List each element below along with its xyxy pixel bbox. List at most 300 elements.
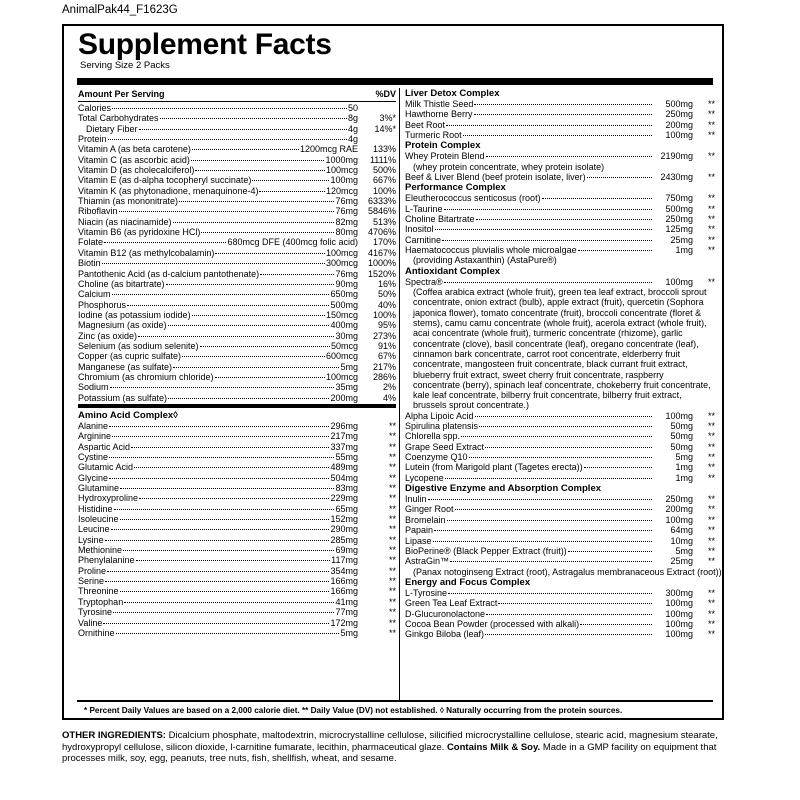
list-item [78, 421, 396, 431]
list-item [78, 258, 396, 268]
item-amount: 166mg [330, 576, 358, 587]
item-name: Ornithine [78, 627, 115, 638]
item-amount: 82mg [335, 216, 358, 227]
list-item [405, 411, 715, 421]
list-item [405, 235, 715, 245]
item-name: Vitamin B6 (as pyridoxine HCl) [78, 227, 201, 238]
item-name: Chlorella spp. [405, 431, 461, 442]
item-dv: ** [388, 607, 396, 618]
list-item [78, 269, 396, 279]
item-dv: 1520% [367, 268, 396, 279]
item-dv: ** [707, 172, 715, 183]
item-amount: 5mg [675, 452, 693, 463]
item-dv: 4706% [367, 227, 396, 238]
item-name: Chromium (as chromium chloride) [78, 371, 214, 382]
item-amount: 65mg [335, 503, 358, 514]
item-dv: 217% [372, 361, 396, 372]
list-item [405, 462, 715, 472]
item-amount: 125mg [665, 224, 693, 235]
item-name: Zinc (as oxide) [78, 330, 138, 341]
item-dv: 4167% [367, 247, 396, 258]
item-dv: ** [707, 109, 715, 120]
item-dv: ** [388, 514, 396, 525]
list-item [405, 494, 715, 504]
item-dv: 500% [372, 165, 396, 176]
item-dv: ** [707, 119, 715, 130]
item-amount: 30mg [335, 330, 358, 341]
footnote: * Percent Daily Values are based on a 2,000 calorie diet. ** Daily Value (DV) not established. ◊ Naturally occurring from the protein sources. [84, 706, 623, 715]
list-item [405, 245, 715, 255]
item-amount: 100mg [665, 618, 693, 629]
item-amount: 50mcg [330, 340, 358, 351]
item-amount: 76mg [335, 268, 358, 279]
item-name: Manganese (as sulfate) [78, 361, 173, 372]
item-amount: 680mcg DFE (400mcg folic acid) [227, 237, 358, 248]
item-name: Choline Bitartrate [405, 214, 475, 225]
item-amount: 83mg [335, 483, 358, 494]
list-item [78, 618, 396, 628]
performance-list [405, 193, 715, 255]
item-dv: ** [707, 452, 715, 463]
item-name: Beef & Liver Blend (beef protein isolate, liver) [405, 172, 586, 183]
item-dv: ** [707, 99, 715, 109]
list-item [78, 382, 396, 392]
item-name: Sodium [78, 382, 109, 393]
item-amount: 4g [347, 134, 358, 145]
item-name: Turmeric Root [405, 130, 462, 141]
item-dv: ** [707, 629, 715, 640]
list-item [405, 556, 715, 566]
list-item [78, 186, 396, 196]
list-item [78, 362, 396, 372]
item-amount: 229mg [330, 493, 358, 504]
other-ingredients [62, 730, 732, 765]
dv-label: %DV [375, 89, 396, 99]
item-amount: 100mg [665, 276, 693, 287]
list-item [405, 172, 715, 182]
top-rule [77, 78, 713, 85]
list-item [78, 473, 396, 483]
item-dv: 273% [372, 330, 396, 341]
item-amount: 100mg [665, 130, 693, 141]
item-name: Spirulina platensis [405, 421, 479, 432]
list-item [78, 206, 396, 216]
list-item [78, 514, 396, 524]
item-amount: 1mg [675, 245, 693, 256]
list-item [78, 227, 396, 237]
item-dv: 95% [377, 320, 396, 331]
list-item [78, 493, 396, 503]
list-item [405, 130, 715, 140]
item-amount: 100mg [665, 598, 693, 609]
item-dv: ** [707, 556, 715, 567]
item-name: Proline [78, 565, 107, 576]
antioxidant-list [405, 411, 715, 483]
item-amount: 217mg [330, 431, 358, 442]
item-amount: 300mg [665, 587, 693, 598]
item-amount: 100mcg [325, 371, 358, 382]
item-amount: 250mg [665, 494, 693, 505]
item-amount: 200mg [330, 392, 358, 403]
list-item [78, 351, 396, 361]
item-amount: 25mg [670, 556, 693, 567]
list-item [78, 331, 396, 341]
item-name: Potassium (as sulfate) [78, 392, 168, 403]
list-item [78, 545, 396, 555]
item-amount: 5mg [340, 627, 358, 638]
list-item [405, 525, 715, 535]
item-name: Coenzyme Q10 [405, 452, 468, 463]
item-dv: 16% [377, 278, 396, 289]
item-dv: ** [388, 565, 396, 576]
item-amount: 5mg [340, 361, 358, 372]
item-amount: 150mcg [325, 309, 358, 320]
list-item [405, 151, 715, 161]
list-item [405, 431, 715, 441]
item-amount: 250mg [665, 109, 693, 120]
item-amount: 2430mg [660, 172, 693, 183]
item-name: Vitamin A (as beta carotene) [78, 144, 191, 155]
item-amount: 1mg [675, 462, 693, 473]
list-item [78, 248, 396, 258]
item-amount: 35mg [335, 382, 358, 393]
list-item [78, 431, 396, 441]
item-name: Vitamin B12 (as methylcobalamin) [78, 247, 215, 258]
item-amount: 300mcg [325, 258, 358, 269]
list-item [405, 546, 715, 556]
supplement-facts-panel [62, 24, 724, 720]
item-dv: ** [707, 535, 715, 546]
other-ingredients-label: OTHER INGREDIENTS: [62, 730, 166, 741]
item-name: Histidine [78, 503, 113, 514]
item-name: D-Glucuronolactone [405, 608, 486, 619]
item-dv: ** [388, 627, 396, 638]
item-dv: ** [388, 586, 396, 597]
item-subtext: (Panax notoginseng Extract (root), Astragalus membranaceous Extract (root)) [413, 566, 722, 577]
item-name: Selenium (as sodium selenite) [78, 340, 199, 351]
item-amount: 100mg [330, 175, 358, 186]
item-name: Glycine [78, 472, 109, 483]
item-dv: ** [707, 130, 715, 141]
divider [78, 404, 396, 408]
energy-section-title: Energy and Focus Complex [405, 576, 531, 588]
digestive-list [405, 494, 715, 566]
item-name: Vitamin C (as ascorbic acid) [78, 154, 190, 165]
item-dv: ** [707, 472, 715, 483]
item-dv: 170% [372, 237, 396, 248]
item-amount: 250mg [665, 214, 693, 225]
item-name: Leucine [78, 524, 110, 535]
item-name: Aspartic Acid [78, 441, 131, 452]
item-amount: 1000mg [325, 154, 358, 165]
list-item [78, 134, 396, 144]
item-dv: ** [707, 224, 715, 235]
item-amount: 285mg [330, 534, 358, 545]
item-amount: 25mg [670, 234, 693, 245]
item-amount: 290mg [330, 524, 358, 535]
list-item [405, 224, 715, 234]
item-name: Whey Protein Blend [405, 151, 485, 162]
item-dv: ** [707, 245, 715, 256]
item-dv: ** [388, 555, 396, 566]
list-item [78, 535, 396, 545]
item-dv: ** [707, 203, 715, 214]
item-name: Biotin [78, 258, 101, 269]
item-amount: 90mg [335, 278, 358, 289]
item-name: Inulin [405, 494, 427, 505]
item-dv: ** [707, 214, 715, 225]
item-name: Methionine [78, 545, 123, 556]
item-amount: 489mg [330, 462, 358, 473]
item-amount: 100mg [665, 608, 693, 619]
bottom-rule [77, 700, 713, 702]
other-ingredients-text: Dicalcium phosphate, maltodextrin, microcrystalline cellulose, silicified microcrystalline cellulose, stearic acid, magnesium stearate, hydroxypropyl cellulose, silicon dioxide, l-carnitine fumarate, lecithin, pharmaceutical glaze. [62, 730, 718, 753]
list-item [405, 214, 715, 224]
item-amount: 76mg [335, 196, 358, 207]
divider [78, 101, 396, 102]
liver-section-title: Liver Detox Complex [405, 88, 500, 99]
amino-section-title: Amino Acid Complex◊ [78, 409, 178, 421]
item-name: Serine [78, 576, 105, 587]
item-amount: 8g [347, 113, 358, 124]
item-name: Threonine [78, 586, 119, 597]
antioxidant-section-title: Antioxidant Complex [405, 265, 501, 277]
item-name: Lycopene [405, 472, 444, 483]
item-name: Protein [78, 134, 107, 145]
list-item [78, 113, 396, 123]
liver-list [405, 99, 715, 140]
item-dv: ** [707, 441, 715, 452]
item-amount: 64mg [670, 525, 693, 536]
item-dv: ** [388, 596, 396, 607]
item-name: Inositol [405, 224, 434, 235]
item-dv: ** [388, 420, 396, 431]
item-name: Phenylalanine [78, 555, 135, 566]
list-item [78, 341, 396, 351]
item-dv: ** [707, 525, 715, 536]
item-dv: 100% [372, 309, 396, 320]
amino-list [78, 421, 396, 638]
item-name: L-Taurine [405, 203, 443, 214]
left-column [78, 88, 396, 638]
item-dv: ** [707, 504, 715, 515]
item-name: Alpha Lipoic Acid [405, 410, 474, 421]
item-name: Lipase [405, 535, 432, 546]
list-item [405, 452, 715, 462]
item-dv: 133% [372, 144, 396, 155]
item-dv: ** [707, 494, 715, 505]
item-name: Glutamic Acid [78, 462, 134, 473]
item-dv: ** [707, 421, 715, 432]
item-amount: 120mcg [325, 185, 358, 196]
right-column [405, 88, 722, 640]
item-amount: 77mg [335, 607, 358, 618]
item-dv: 3%* [379, 113, 396, 124]
item-name: Spectra® [405, 276, 443, 287]
item-name: Total Carbohydrates [78, 113, 159, 124]
list-item [78, 452, 396, 462]
list-item [78, 217, 396, 227]
item-dv: 67% [377, 351, 396, 362]
list-item [405, 609, 715, 619]
item-amount: 100mg [665, 629, 693, 640]
item-dv: 40% [377, 299, 396, 310]
list-item [405, 588, 715, 598]
item-amount: 50mg [670, 421, 693, 432]
item-dv: ** [388, 503, 396, 514]
item-dv: 1000% [367, 258, 396, 269]
item-name: Tryptophan [78, 596, 124, 607]
item-dv: 100% [372, 185, 396, 196]
list-item [405, 442, 715, 452]
item-amount: 10mg [670, 535, 693, 546]
item-name: Ginkgo Biloba (leaf) [405, 629, 485, 640]
item-name: Folate [78, 237, 104, 248]
list-item [405, 421, 715, 431]
item-name: Magnesium (as oxide) [78, 320, 167, 331]
item-name: Cystine [78, 452, 109, 462]
list-item [405, 193, 715, 203]
item-dv: ** [707, 234, 715, 245]
item-name: L-Tyrosine [405, 587, 448, 598]
vitamin-list [78, 103, 396, 403]
item-dv: 5846% [367, 206, 396, 217]
item-amount: 1mg [675, 472, 693, 483]
list-item [405, 473, 715, 483]
list-item [78, 175, 396, 185]
item-name: Isoleucine [78, 514, 119, 525]
list-item [78, 576, 396, 586]
serving-size: Serving Size 2 Packs [80, 60, 170, 71]
allergen-statement: Contains Milk & Soy. [446, 741, 541, 753]
item-name: Pantothenic Acid (as d-calcium pantothenate) [78, 268, 260, 279]
list-item [78, 196, 396, 206]
list-item [78, 462, 396, 472]
list-item [405, 99, 715, 109]
item-dv: ** [707, 618, 715, 629]
item-name: Arginine [78, 431, 112, 442]
item-dv: ** [707, 431, 715, 442]
item-amount: 600mcg [325, 351, 358, 362]
performance-section-title: Performance Complex [405, 182, 506, 194]
item-dv: ** [388, 452, 396, 462]
item-name: Lysine [78, 534, 104, 545]
item-dv: ** [707, 608, 715, 619]
item-name: Tyrosine [78, 607, 113, 618]
list-item [405, 204, 715, 214]
item-name: Bromelain [405, 514, 446, 525]
item-dv: 513% [372, 216, 396, 227]
item-dv: ** [388, 472, 396, 483]
item-name: Copper (as cupric sulfate) [78, 351, 182, 362]
list-item [405, 515, 715, 525]
list-item [405, 277, 715, 287]
list-item [78, 597, 396, 607]
item-amount: 117mg [331, 555, 358, 566]
spectra-description: (Coffea arabica extract (whole fruit), green tea leaf extract, broccoli sprout concentrate, onion extract (bulb), apple extract (fruit), quercetin (Sophora japonica flower), tomato concentrate (fruit), broccoli concentrate (floret & stems), camu camu concentrate (whole fruit), acerola extract (whole fruit), acai concentrate (whole fruit), turmeric concentrate (rhizome), garlic concentrate (clove), basil concentrate (leaf), oregano concentrate (leaf), cinnamon bark concentrate, carrot root concentrate, elderberry fruit concentrate, mangosteen fruit concentrate, black currant fruit extract, blueberry fruit extract, sweet cherry fruit concentrate, raspberry concentrate (berry), spinach leaf concentrate, chokeberry fruit concentrate, kale leaf concentrate, bilberry fruit concentrate, bilberry fruit extract, brussels sprout concentrate.) [413, 287, 711, 411]
item-name: Carnitine [405, 234, 442, 245]
item-dv: ** [388, 441, 396, 452]
list-item [405, 629, 715, 639]
item-amount: 4g [347, 123, 358, 134]
list-item [78, 566, 396, 576]
item-dv: ** [707, 462, 715, 473]
item-name: Niacin (as niacinamide) [78, 216, 172, 227]
item-dv: ** [707, 151, 715, 162]
item-name: Papain [405, 525, 434, 536]
item-amount: 80mg [335, 227, 358, 238]
list-item [405, 109, 715, 119]
item-name: Vitamin E (as d-alpha tocopheryl succinate) [78, 175, 252, 186]
list-item [78, 586, 396, 596]
item-dv: 286% [372, 371, 396, 382]
item-subtext: (providing Astaxanthin) (AstaPure®) [413, 255, 557, 266]
list-item [78, 504, 396, 514]
list-item [78, 144, 396, 154]
item-amount: 41mg [335, 596, 358, 607]
list-item [78, 165, 396, 175]
list-item [78, 483, 396, 493]
list-item [78, 524, 396, 534]
list-item [78, 103, 396, 113]
item-name: Ginger Root [405, 504, 454, 515]
item-amount: 750mg [665, 193, 693, 204]
item-amount: 354mg [330, 565, 358, 576]
item-dv: ** [388, 483, 396, 494]
item-dv: ** [388, 493, 396, 504]
item-amount: 337mg [330, 441, 358, 452]
column-divider [399, 88, 400, 701]
item-name: Glutamine [78, 483, 120, 494]
item-dv: ** [388, 462, 396, 473]
item-dv: ** [707, 587, 715, 598]
item-dv: ** [388, 545, 396, 556]
protein-section-title: Protein Complex [405, 140, 481, 152]
item-name: Dietary Fiber [86, 123, 138, 134]
item-name: Iodine (as potassium iodide) [78, 309, 191, 320]
list-item [78, 310, 396, 320]
item-name: Hawthorne Berry [405, 109, 473, 120]
amount-per-serving-label: Amount Per Serving [78, 89, 165, 99]
item-dv: ** [388, 617, 396, 628]
item-dv: ** [388, 524, 396, 535]
panel-title: Supplement Facts [78, 28, 332, 61]
item-amount: 504mg [330, 472, 358, 483]
facility-statement: Made in a GMP facility on equipment that processes milk, soy, egg, peanuts, tree nuts, fish, shellfish, wheat, and sesame. [62, 741, 717, 764]
list-item [405, 619, 715, 629]
item-amount: 50mg [670, 441, 693, 452]
item-amount: 200mg [665, 119, 693, 130]
item-name: Alanine [78, 420, 109, 431]
item-name: Calcium [78, 289, 111, 300]
item-amount: 500mg [665, 203, 693, 214]
item-name: Riboflavin [78, 206, 118, 217]
item-dv: ** [707, 410, 715, 421]
item-amount: 200mg [665, 504, 693, 515]
item-dv: ** [707, 276, 715, 287]
item-amount: 2190mg [660, 151, 693, 162]
item-name: Vitamin D (as cholecalciferol) [78, 165, 195, 176]
item-amount: 172mg [330, 617, 358, 628]
item-name: Vitamin K (as phytonadione, menaquinone-4) [78, 185, 259, 196]
item-name: Valine [78, 617, 103, 628]
item-name: Calories [78, 103, 112, 113]
item-amount: 55mg [335, 452, 358, 462]
item-amount: 100mcg [325, 247, 358, 258]
list-item [405, 504, 715, 514]
item-dv: 6333% [367, 196, 396, 207]
list-item [78, 300, 396, 310]
